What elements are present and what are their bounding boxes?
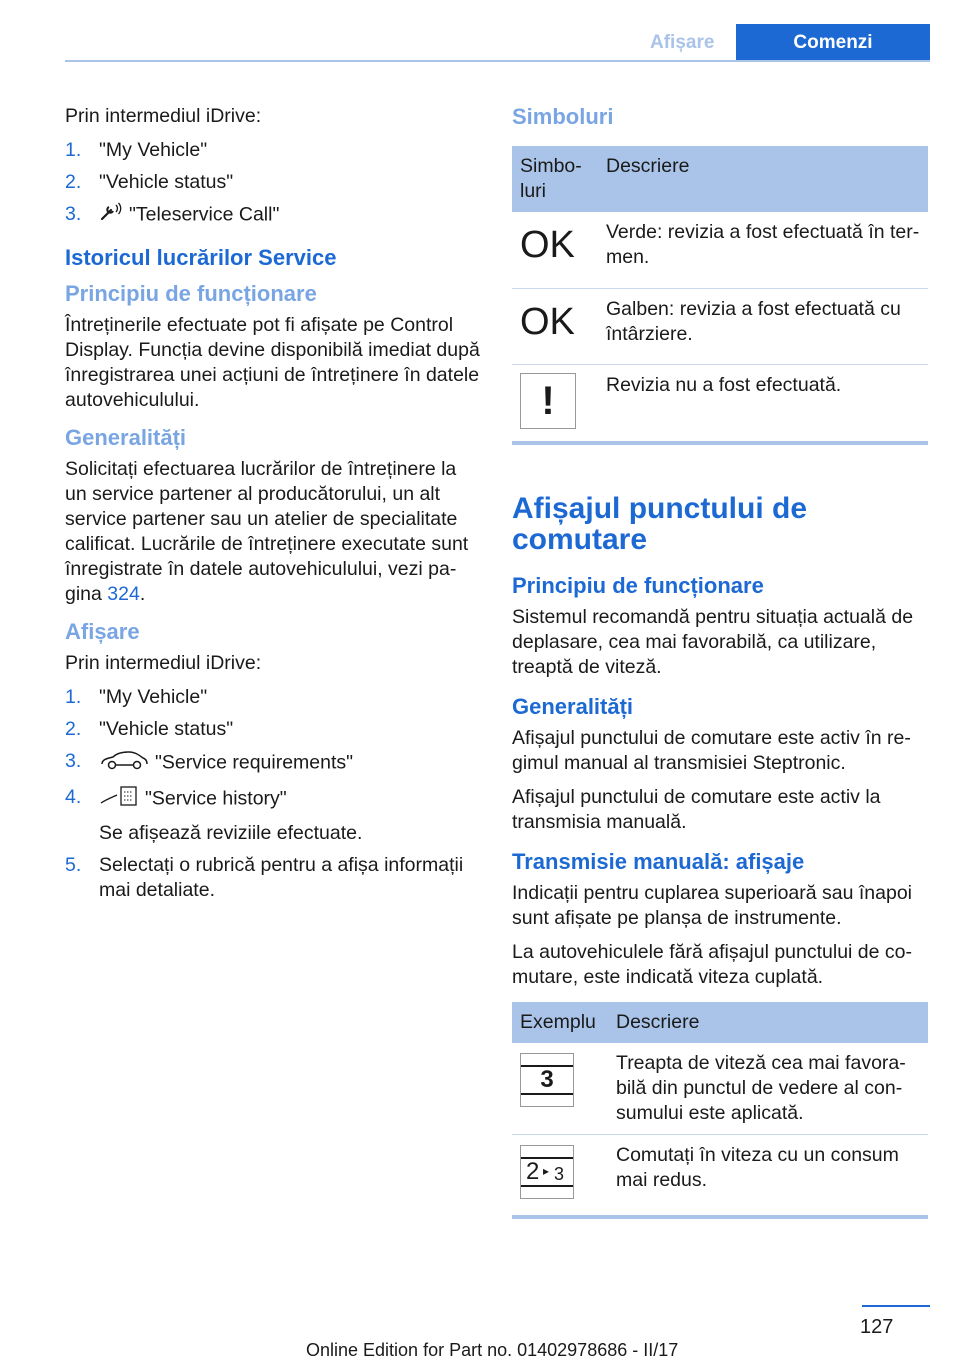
description-cell: Galben: revizia a fost efectuată cu întârziere. [598, 288, 928, 364]
description-cell: Comutați în viteza cu un consum mai redus. [616, 1144, 899, 1191]
subsection-heading: Generalități [65, 425, 187, 450]
subsection-heading: Principiu de funcționare [65, 281, 317, 306]
intro-text: Prin intermediul iDrive: [65, 105, 262, 127]
footer-rule [862, 1305, 930, 1307]
subsection-heading: Afișare [65, 619, 140, 644]
right-column [512, 104, 928, 1219]
paragraph: Solicitați efectuarea lucrărilor de întreținere la un service partener al producătorului, un alt service partener sau un atelier de specialitate calificat. Lucrările de întreținere executate sunt înregistrate în datele autovehiculului, vezi pagina 324. [65, 458, 469, 605]
left-column [65, 104, 480, 913]
column-header: Descriere [608, 1002, 928, 1043]
symbol-cell [512, 288, 598, 364]
table-header-row [512, 146, 928, 212]
upshift-display-icon: 2 ▸ 3 [520, 1145, 574, 1199]
ok-yellow-symbol-icon: OK [520, 300, 575, 343]
subsection-heading: Generalități [512, 693, 634, 719]
list-item: 1. "My Vehicle" [65, 139, 208, 161]
header-rule [65, 60, 930, 62]
table-row [512, 1043, 928, 1135]
paragraph: Indicații pentru cuplarea superioară sau înapoi sunt afișate pe planșa de instrumente. [512, 881, 913, 929]
example-cell [512, 1135, 608, 1211]
page-number: 127 [860, 1316, 894, 1338]
edition-footer: Online Edition for Part no. 01402978686 - II/17 [306, 1340, 679, 1360]
page-reference-link[interactable]: 324 [107, 583, 140, 605]
subsection-heading: Simboluri [512, 104, 614, 129]
ok-green-symbol-icon: OK [520, 224, 575, 266]
service-history-icon [99, 785, 139, 814]
gear-example-table [512, 1002, 928, 1211]
subsection-heading: Transmisie manuală: afișaje [512, 848, 805, 874]
table-end-rule [512, 441, 928, 445]
chapter-heading: Afișajul punctului de comutare [512, 491, 808, 556]
list-item: 4. "Service history" Se afișează reviziile efectuate. [65, 785, 480, 846]
idrive-steps-list [65, 685, 480, 903]
list-item-note: Se afișează reviziile efectuate. [99, 822, 363, 844]
list-item: 1. "My Vehicle" [65, 686, 208, 708]
paragraph: Sistemul recomandă pentru situația actuală de deplasare, cea mai favorabilă, ca utilizare, treaptă de viteză. [512, 605, 914, 678]
symbol-cell [512, 364, 598, 437]
car-icon [99, 749, 149, 778]
table-row [512, 212, 928, 288]
column-header: Exemplu [512, 1002, 608, 1043]
table-row [512, 288, 928, 364]
table-row [512, 1135, 928, 1211]
header-section-tab: Afișare [650, 32, 715, 53]
paragraph: Întreținerile efectuate pot fi afișate pe Control Display. Funcția devine disponibilă imediat după înregistrarea unei acțiuni de întreținere în datele autovehiculului. [65, 314, 480, 411]
list-item: 3. "Service requirements" [65, 749, 480, 778]
table-end-rule [512, 1215, 928, 1219]
column-header: Descriere [598, 146, 928, 212]
list-item: 3. "Teleservice Call" [65, 202, 480, 229]
subsection-heading: Principiu de funcționare [512, 572, 764, 598]
paragraph: Afișajul punctului de comutare este activ în regimul manual al transmisiei Steptronic. [512, 726, 911, 774]
description-cell: Treapta de viteză cea mai favorabilă din punctul de vedere al consumului este aplicată. [608, 1043, 928, 1135]
description-cell: Verde: revizia a fost efectuată în termen. [598, 212, 928, 288]
list-item: 2. "Vehicle status" [65, 718, 234, 740]
example-cell [512, 1043, 608, 1135]
paragraph: La autovehiculele fără afișajul punctului de comutare, este indicată viteza cuplată. [512, 940, 913, 988]
intro-text: Prin intermediul iDrive: [65, 652, 262, 674]
column-header: Simbo- luri [512, 146, 598, 212]
gear-display-icon: 3 [520, 1053, 574, 1107]
list-item: 2. "Vehicle status" [65, 171, 234, 193]
table-header-row [512, 1002, 928, 1043]
header-chapter-tab: Comenzi [736, 24, 930, 62]
table-row [512, 364, 928, 437]
symbols-table [512, 146, 928, 437]
warning-symbol-icon: ! [520, 373, 576, 429]
paragraph: Afișajul punctului de comutare este activ la transmisia manuală. [512, 785, 881, 833]
idrive-steps-list [65, 138, 480, 229]
wrench-phone-icon [99, 202, 123, 229]
section-heading: Istoricul lucrărilor Service [65, 245, 337, 270]
list-item: 5. Selectați o rubrică pentru a afișa informații mai detaliate. [65, 854, 464, 901]
description-cell: Revizia nu a fost efectuată. [606, 373, 842, 396]
symbol-cell [512, 212, 598, 288]
